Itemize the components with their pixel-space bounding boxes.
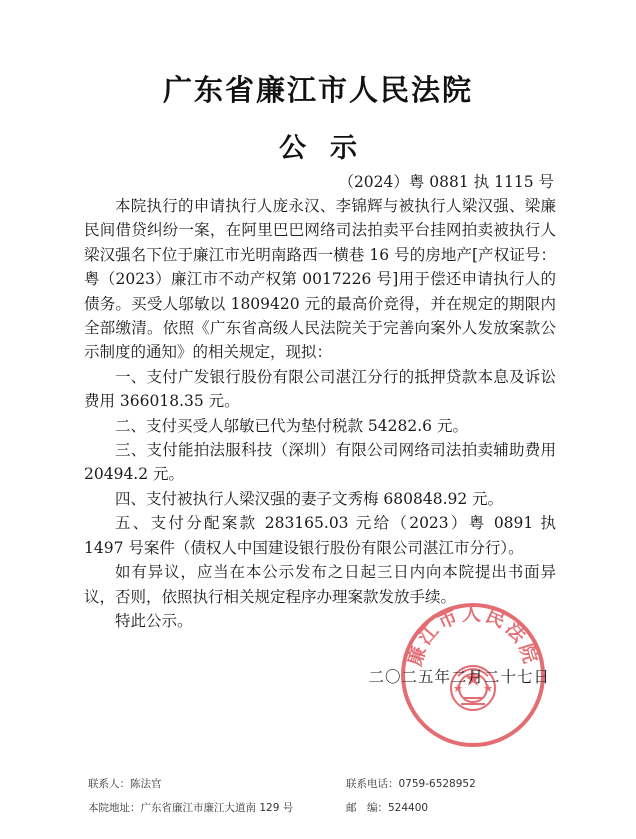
court-address: 本院地址：广东省廉江市廉江大道南 129 号 (88, 802, 294, 814)
issue-date: 二〇二五年二月二十七日 (368, 668, 550, 686)
closing-line: 特此公示。 (115, 611, 193, 630)
payment-item-5: 五、支付分配案款 283165.03 元给（2023）粤 0891 执 1497 号案件（债权人中国建设银行股份有限公司湛江市分行）。 (84, 514, 556, 557)
contact-person: 联系人：陈法官 (88, 778, 162, 790)
court-name: 广东省廉江市人民法院 (162, 73, 473, 107)
payment-item-2: 二、支付买受人邬敏已代为垫付税款 54282.6 元。 (115, 416, 468, 435)
case-number: （2024）粤 0881 执 1115 号 (338, 173, 554, 191)
intro-paragraph: 本院执行的申请执行人庞永汉、李锦辉与被执行人梁汉强、梁廉民间借贷纠纷一案，在阿里巴巴网络司法拍卖平台挂网拍卖被执行人梁汉强名下位于廉江市光明南路西一横巷 16 号的房地产[产权证号：粤（2023）廉江市不动产权第 0017226 号]用于偿还申请执行人的债务。买受人邬敏以 1809420 元的最高价竞得，并在规定的期限内全部缴清。依照《广东省高级人民法院关于完善向案外人发放案款公示制度的通知》的相关规定，现拟： (84, 197, 556, 362)
contact-phone: 联系电话：0759-6528952 (346, 778, 476, 790)
notice-body (84, 194, 556, 633)
payment-item-4: 四、支付被执行人梁汉强的妻子文秀梅 680848.92 元。 (115, 489, 504, 508)
postcode: 邮 编：524400 (346, 802, 429, 814)
payment-item-1: 一、支付广发银行股份有限公司湛江分行的抵押贷款本息及诉讼费用 366018.35 元。 (84, 367, 556, 411)
document-heading: 公示 (279, 133, 381, 164)
payment-item-3: 三、支付能拍法服科技（深圳）有限公司网络司法拍卖辅助费用 20494.2 元。 (84, 441, 556, 484)
objection-paragraph: 如有异议，应当在本公示发布之日起三日内向本院提出书面异议，否则，依照执行相关规定程序办理案款发放手续。 (84, 563, 556, 606)
seal-text: 廉江市人民法院 (403, 602, 543, 669)
svg-text:廉江市人民法院 (403, 603, 543, 669)
